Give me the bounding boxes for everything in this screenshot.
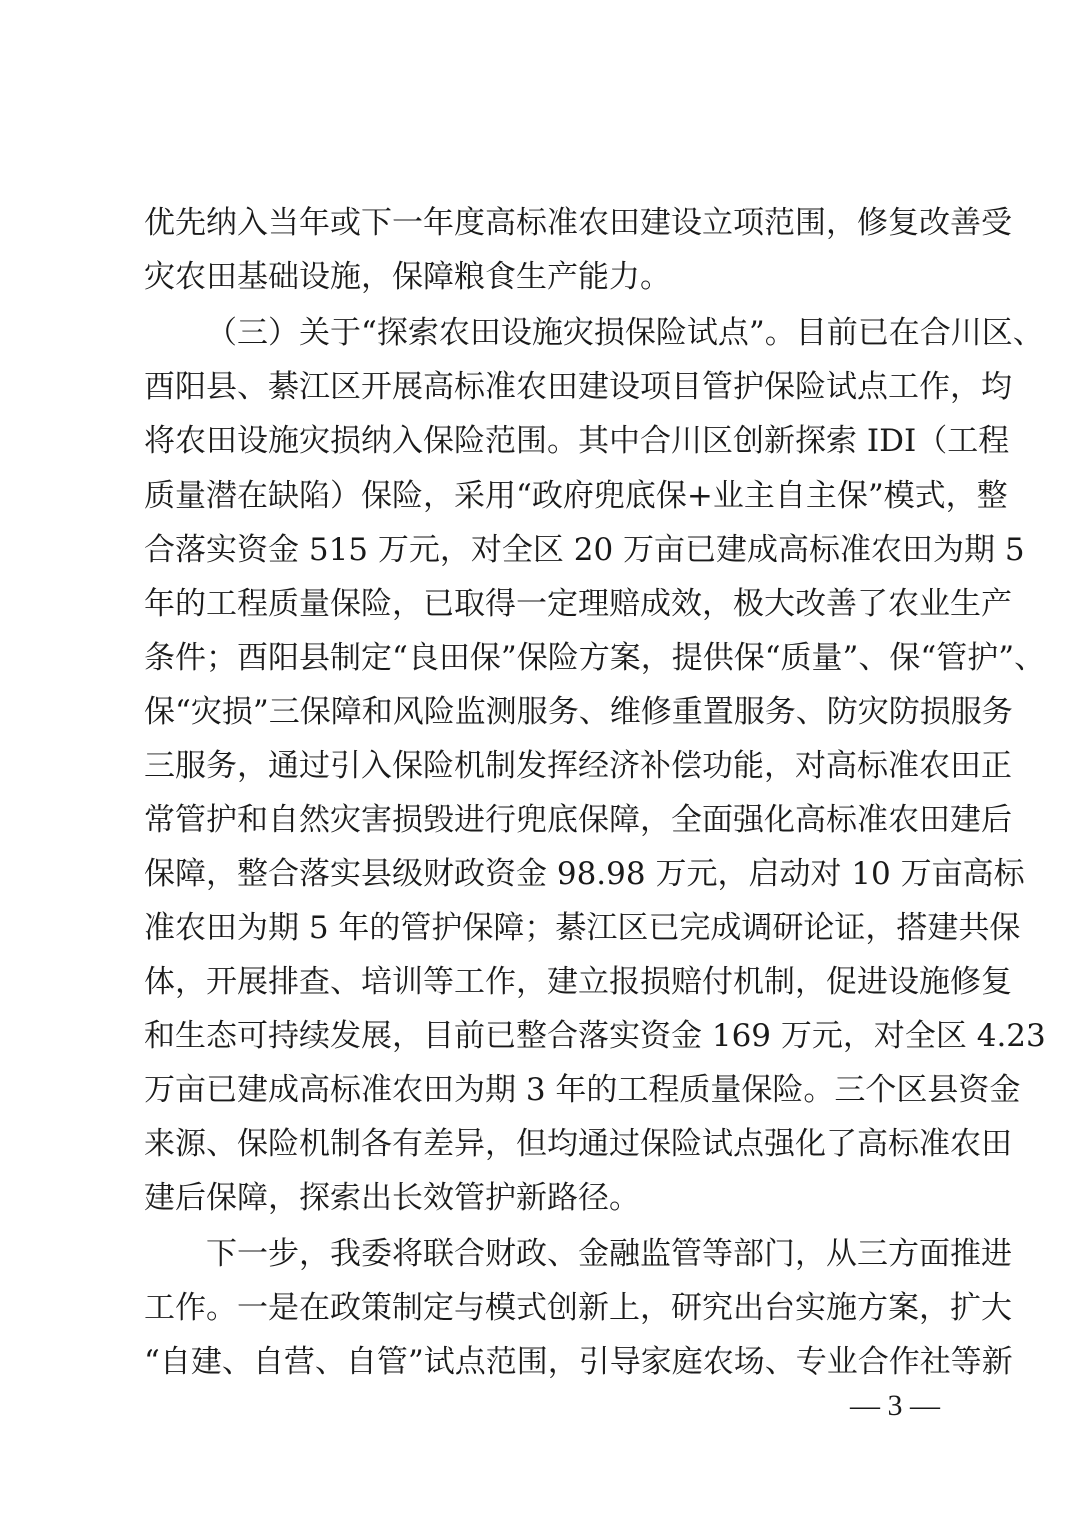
text-line: 准农田为期 5 年的管护保障；綦江区已完成调研论证，搭建共保	[144, 910, 1021, 946]
text-line: 三服务，通过引入保险机制发挥经济补偿功能，对高标准农田正	[144, 748, 1012, 784]
page-number: — 3 —	[850, 1389, 940, 1422]
text-line: 灾农田基础设施，保障粮食生产能力。	[144, 259, 671, 295]
text-line: （三）关于“探索农田设施灾损保险试点”。目前已在合川区、	[206, 315, 1044, 351]
text-line: 将农田设施灾损纳入保险范围。其中合川区创新探索 IDI（工程	[144, 423, 1010, 459]
text-line: 工作。一是在政策制定与模式创新上，研究出台实施方案，扩大	[144, 1290, 1012, 1326]
text-line: 万亩已建成高标准农田为期 3 年的工程质量保险。三个区县资金	[144, 1072, 1021, 1108]
text-line: 常管护和自然灾害损毁进行兜底保障，全面强化高标准农田建后	[144, 802, 1012, 838]
text-line: 和生态可持续发展，目前已整合落实资金 169 万元，对全区 4.23	[144, 1018, 1046, 1054]
text-line: “自建、自营、自管”试点范围，引导家庭农场、专业合作社等新	[144, 1344, 1013, 1380]
text-line: 建后保障，探索出长效管护新路径。	[144, 1180, 640, 1216]
text-line: 优先纳入当年或下一年度高标准农田建设立项范围，修复改善受	[144, 205, 1012, 241]
text-line: 条件；酉阳县制定“良田保”保险方案，提供保“质量”、保“管护”、	[144, 640, 1046, 676]
text-line: 保“灾损”三保障和风险监测服务、维修重置服务、防灾防损服务	[144, 694, 1013, 730]
text-line: 体，开展排查、培训等工作，建立报损赔付机制，促进设施修复	[144, 964, 1012, 1000]
text-line: 下一步，我委将联合财政、金融监管等部门，从三方面推进	[206, 1236, 1012, 1272]
text-line: 来源、保险机制各有差异，但均通过保险试点强化了高标准农田	[144, 1126, 1012, 1162]
text-line: 年的工程质量保险，已取得一定理赔成效，极大改善了农业生产	[144, 586, 1012, 622]
text-line: 保障，整合落实县级财政资金 98.98 万元，启动对 10 万亩高标	[144, 856, 1025, 892]
text-line: 酉阳县、綦江区开展高标准农田建设项目管护保险试点工作，均	[144, 369, 1012, 405]
text-line: 合落实资金 515 万元，对全区 20 万亩已建成高标准农田为期 5	[144, 532, 1025, 568]
text-line: 质量潜在缺陷）保险，采用“政府兜底保+业主自主保”模式，整	[144, 478, 1008, 514]
